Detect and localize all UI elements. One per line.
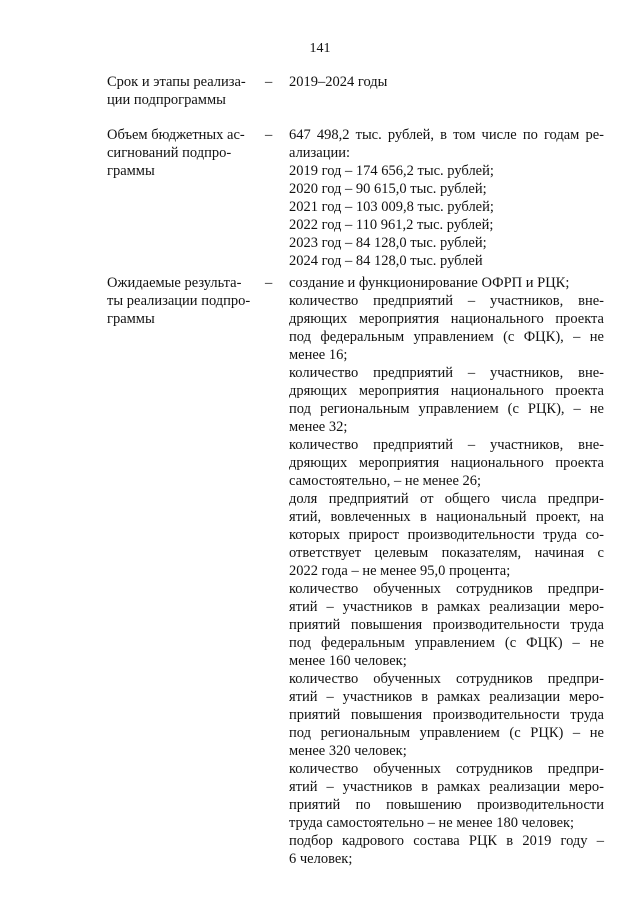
content-line: 2022 год – 110 961,2 тыс. рублей; (289, 217, 494, 233)
content-line: приятий повышения производительности труда (289, 617, 604, 633)
content-line: менее 320 человек; (289, 743, 407, 759)
content-line: подбор кадрового состава РЦК в 2019 году – (289, 833, 604, 849)
content-line: ятий, вовлеченных в национальный проект, на (289, 509, 604, 525)
row-label (107, 126, 255, 180)
dash-separator: – (265, 74, 273, 90)
content-line: под региональным управлением (с РЦК) – не (289, 725, 604, 741)
content-line: 2019 год – 174 656,2 тыс. рублей; (289, 163, 494, 179)
row-label (107, 274, 255, 328)
content-line: дряющих мероприятия национального проекта (289, 311, 604, 327)
row-content (289, 274, 604, 868)
content-line: ятий – участников в рамках реализации меро- (289, 599, 604, 615)
content-line: количество предприятий – участников, вне- (289, 293, 604, 309)
content-line: 2019–2024 годы (289, 74, 388, 90)
content-line: дряющих мероприятия национального проекта (289, 455, 604, 471)
content-line: ятий – участников в рамках реализации меро- (289, 689, 604, 705)
content-line: под федеральным управлением (с ФЦК) – не (289, 635, 604, 651)
content-line: менее 16; (289, 347, 348, 363)
content-line: количество обученных сотрудников предпри- (289, 581, 604, 597)
content-line: количество обученных сотрудников предпри- (289, 761, 604, 777)
content-line: 2021 год – 103 009,8 тыс. рублей; (289, 199, 494, 215)
label-line: Ожидаемые результа- (107, 275, 242, 291)
dash-separator: – (265, 127, 273, 143)
content-line: менее 160 человек; (289, 653, 407, 669)
content-line: 2024 год – 84 128,0 тыс. рублей (289, 253, 483, 269)
content-line: 2023 год – 84 128,0 тыс. рублей; (289, 235, 487, 251)
content-line: труда самостоятельно – не менее 180 человек; (289, 815, 575, 831)
content-line: менее 32; (289, 419, 348, 435)
content-line: ответствует целевым показателям, начиная с (289, 545, 604, 561)
label-line: граммы (107, 163, 155, 179)
label-line: Объем бюджетных ас- (107, 127, 245, 143)
content-line: дряющих мероприятия национального проекта (289, 383, 604, 399)
content-line: ализации: (289, 145, 351, 161)
row-content (289, 73, 604, 91)
content-line: количество предприятий – участников, вне- (289, 437, 604, 453)
content-line: приятий по повышению производительности (289, 797, 604, 813)
page-number: 141 (309, 41, 331, 56)
label-line: ты реализации подпро- (107, 293, 251, 309)
content-line: 6 человек; (289, 851, 353, 867)
content-line: 2022 года – не менее 95,0 процента; (289, 563, 511, 579)
row-content (289, 126, 604, 270)
content-line: количество обученных сотрудников предпри- (289, 671, 604, 687)
content-line: количество предприятий – участников, вне- (289, 365, 604, 381)
label-line: сигнований подпро- (107, 145, 232, 161)
content-line: 2020 год – 90 615,0 тыс. рублей; (289, 181, 487, 197)
dash-separator: – (265, 275, 273, 291)
content-line: которых прирост производительности труда со- (289, 527, 604, 543)
content-line: самостоятельно, – не менее 26; (289, 473, 482, 489)
content-line: ятий – участников в рамках реализации меро- (289, 779, 604, 795)
content-line: под региональным управлением (с РЦК), – не (289, 401, 604, 417)
row-label (107, 73, 255, 109)
content-line: создание и функционирование ОФРП и РЦК; (289, 275, 570, 291)
content-line: приятий повышения производительности труда (289, 707, 604, 723)
label-line: ции подпрограммы (107, 92, 226, 108)
content-line: 647 498,2 тыс. рублей, в том числе по годам ре- (289, 127, 604, 143)
content-line: доля предприятий от общего числа предпри- (289, 491, 604, 507)
content-line: под федеральным управлением (с ФЦК), – не (289, 329, 604, 345)
label-line: Срок и этапы реализа- (107, 74, 246, 90)
label-line: граммы (107, 311, 155, 327)
